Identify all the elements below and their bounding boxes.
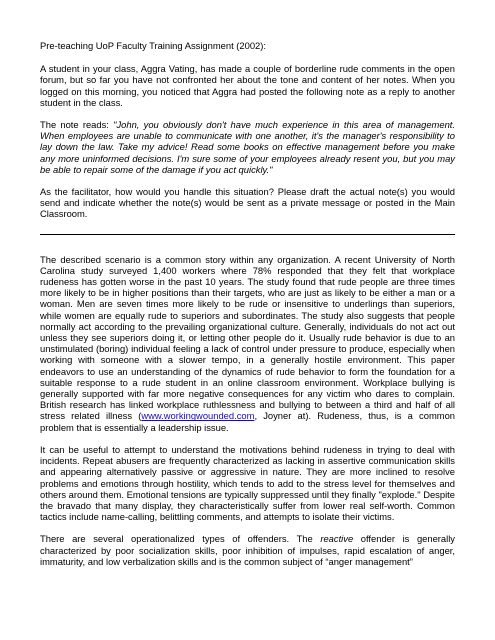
body-paragraph-1: [40, 254, 455, 433]
body-p1-tail: , Joyner at). Rudeness, thus, is a common problem that is essentially a leadership issue.: [40, 410, 455, 433]
question-paragraph: As the facilitator, how would you handle this situation? Please draft the actual note(s) you would send and indicate whether the note(s) would be sent as a private message or posted in the Main Classroom.: [40, 186, 455, 220]
body-p3-text: There are several operationalized types of offenders. The: [40, 533, 321, 545]
body-paragraph-3: [40, 533, 455, 567]
body-p1-text: The described scenario is a common story within any organization. A recent University of North Carolina study surveyed 1,400 workers where 78% responded that they felt that workplace rudeness has gotten worse in the past 10 years. The study found that rude people are three times more likely to be in higher positions than their targets, who are just as likely to be either a man or a woman. Men are seven times more likely to be rude or insensitive to underlings than superiors, while women are equally rude to superiors and subordinates. The study also suggests that people normally act according to the prevailing organizational culture. Generally, individuals do not act out unless they see superiors doing it, or letting other people do it. Usually rude behavior is due to an unstimulated (boring) individual feeling a lack of control under pressure to produce, especially when working with someone with a slower tempo, in a generally hostile environment. This paper endeavors to use an understanding of the dynamics of rude behavior to form the foundation for a suitable response to a rude student in an online classroom environment. Workplace bullying is generally supported with far more negative consequences for any victim who dares to complain. British research has linked workplace ruthlessness and bullying to between a third and half of all stress related illness (: [40, 253, 455, 422]
note-prefix: The note reads:: [40, 119, 114, 131]
section-divider: [40, 234, 455, 235]
workingwounded-link[interactable]: www.workingwounded.com: [141, 410, 255, 422]
note-paragraph: [40, 119, 455, 175]
body-paragraph-2: It can be useful to attempt to understand the motivations behind rudeness in trying to deal with incidents. Repeat abusers are frequently characterized as lacking in assertive communication skills and appearing alternatively passive or aggressive in nature. They are more inclined to resolve problems and emotions through hostility, which tends to add to the stress level for themselves and others around them. Emotional tensions are typically suppressed until they finally "explode." Despite the bravado that many display, they characteristically suffer from lower real self-worth. Common tactics include name-calling, belittling comments, and attempts to isolate their victims.: [40, 443, 455, 523]
reactive-term: reactive: [320, 533, 354, 545]
intro-paragraph: A student in your class, Aggra Vating, has made a couple of borderline rude comments in the open forum, but so far you have not confronted her about the tone and content of her notes. When you logged on this morning, you noticed that Aggra had posted the following note as a reply to another student in the class.: [40, 63, 455, 108]
body-p3-tail: offender is generally characterized by poor socialization skills, poor inhibition of impulses, rapid escalation of anger, immaturity, and low verbalization skills and is the common subject of “anger management”: [40, 533, 455, 567]
note-quote: "John, you obviously don't have much experience in this area of management. When employees are unable to communicate with one another, it's the manager's responsibility to lay down the law. Take my advice! Read some books on effective management before you make any more uninformed decisions. I'm sure some of your employees already resent you, but you may be able to repair some of the damage if you act quickly.": [40, 119, 456, 175]
assignment-title: Pre-teaching UoP Faculty Training Assignment (2002):: [40, 40, 266, 51]
